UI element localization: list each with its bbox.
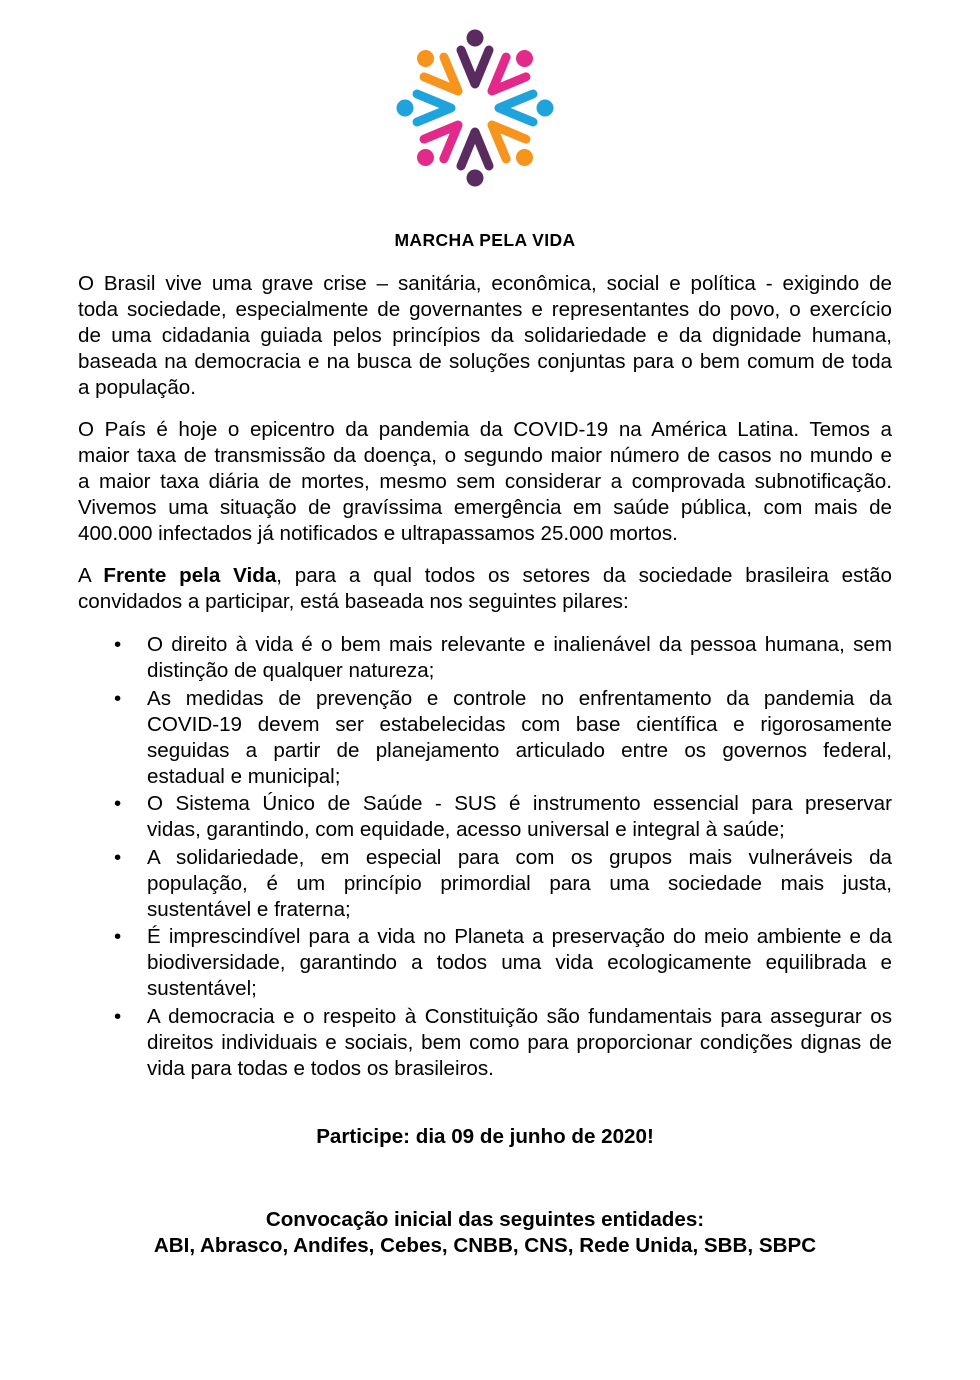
marcha-pela-vida-logo (395, 26, 555, 190)
call-to-action: Participe: dia 09 de junho de 2020! (316, 1124, 654, 1148)
paragraph-line: O País é hoje o epicentro da pandemia da COVID-19 na América Latina. Temos a (78, 418, 892, 441)
paragraph-line: convidados a participar, está baseada nos seguintes pilares: (78, 590, 629, 613)
bullet-icon (114, 845, 121, 871)
organizers-list: ABI, Abrasco, Andifes, Cebes, CNBB, CNS, Rede Unida, SBB, SBPC (153, 1233, 817, 1257)
list-item-line: direitos individuais e sociais, bem como para proporcionar condições dignas de (147, 1030, 892, 1054)
list-item-line: vidas, garantindo, com equidade, acesso universal e integral à saúde; (147, 818, 785, 842)
list-item-line: A solidariedade, em especial para com os grupos mais vulneráveis da (147, 845, 892, 869)
logo-figure (461, 30, 489, 85)
list-item-line: As medidas de prevenção e controle no enfrentamento da pandemia da (147, 686, 892, 710)
list-item-line: sustentável e fraterna; (147, 897, 351, 921)
paragraph-frente-intro (78, 563, 892, 615)
pillars-list (78, 632, 892, 1082)
list-item (78, 924, 892, 1002)
paragraph-line: Vivemos uma situação de gravíssima emergência em saúde pública, com mais de (78, 496, 892, 519)
list-item-line: sustentável; (147, 977, 257, 1001)
frente-pela-vida-highlight: Frente pela Vida (103, 564, 277, 587)
list-item-line: biodiversidade, garantindo a todos uma vida ecologicamente equilibrada e (147, 951, 892, 975)
bullet-icon (114, 791, 121, 817)
list-item-line: O direito à vida é o bem mais relevante e inalienável da pessoa humana, sem (147, 633, 892, 656)
list-item-line: distinção de qualquer natureza; (147, 659, 435, 682)
list-item-line: É imprescindível para a vida no Planeta a preservação do meio ambiente e da (147, 925, 892, 949)
intro-suffix: , para a qual todos os setores da sociedade brasileira estão (276, 564, 892, 587)
list-item (78, 686, 892, 790)
paragraph-line: a maior taxa diária de mortes, mesmo sem considerar a comprovada subnotificação. (78, 470, 892, 493)
list-item (78, 845, 892, 923)
paragraph-line: baseada na democracia e na busca de soluções conjuntas para o bem comum de toda (78, 350, 892, 373)
paragraph-line: 400.000 infectados já notificados e ultrapassamos 25.000 mortos. (78, 522, 678, 545)
bullet-icon (114, 632, 121, 658)
paragraph-line: a população. (78, 376, 196, 399)
paragraph-line (78, 563, 892, 589)
paragraph-line: de uma cidadania guiada pelos princípios da solidariedade e da dignidade humana, (78, 324, 892, 347)
list-item-line: população, é um princípio primordial para uma sociedade mais justa, (147, 871, 892, 895)
logo-figure (397, 94, 452, 122)
document-body (78, 271, 892, 1259)
list-item-line: O Sistema Único de Saúde - SUS é instrumento essencial para preservar (147, 792, 892, 816)
organizers-heading: Convocação inicial das seguintes entidades: (265, 1207, 705, 1231)
list-item (78, 1004, 892, 1082)
list-item-line: A democracia e o respeito à Constituição são fundamentais para assegurar os (147, 1004, 892, 1028)
list-item (78, 791, 892, 843)
bullet-icon (114, 1004, 121, 1030)
list-item (78, 632, 892, 684)
logo-figure (499, 94, 554, 122)
document-title: MARCHA PELA VIDA (394, 230, 576, 250)
logo-figure (461, 132, 489, 187)
list-item-line: COVID-19 devem ser estabelecidas com base científica e rigorosamente (147, 712, 892, 736)
organizers-block (78, 1207, 892, 1259)
bullet-icon (114, 924, 121, 950)
list-item-line: vida para todas e todos os brasileiros. (147, 1056, 494, 1080)
paragraph-line: maior taxa de transmissão da doença, o segundo maior número de casos no mundo e (78, 444, 892, 467)
intro-prefix: A (78, 564, 104, 587)
paragraph-pandemic (78, 417, 892, 547)
paragraph-line: O Brasil vive uma grave crise – sanitária, econômica, social e política - exigindo de (78, 272, 892, 295)
bullet-icon (114, 686, 121, 712)
list-item-line: estadual e municipal; (147, 764, 341, 788)
paragraph-line: toda sociedade, especialmente de governantes e representantes do povo, o exercício (78, 298, 892, 321)
list-item-line: seguidas a partir de planejamento articulado entre os governos federal, (147, 738, 892, 762)
paragraph-crisis (78, 271, 892, 401)
